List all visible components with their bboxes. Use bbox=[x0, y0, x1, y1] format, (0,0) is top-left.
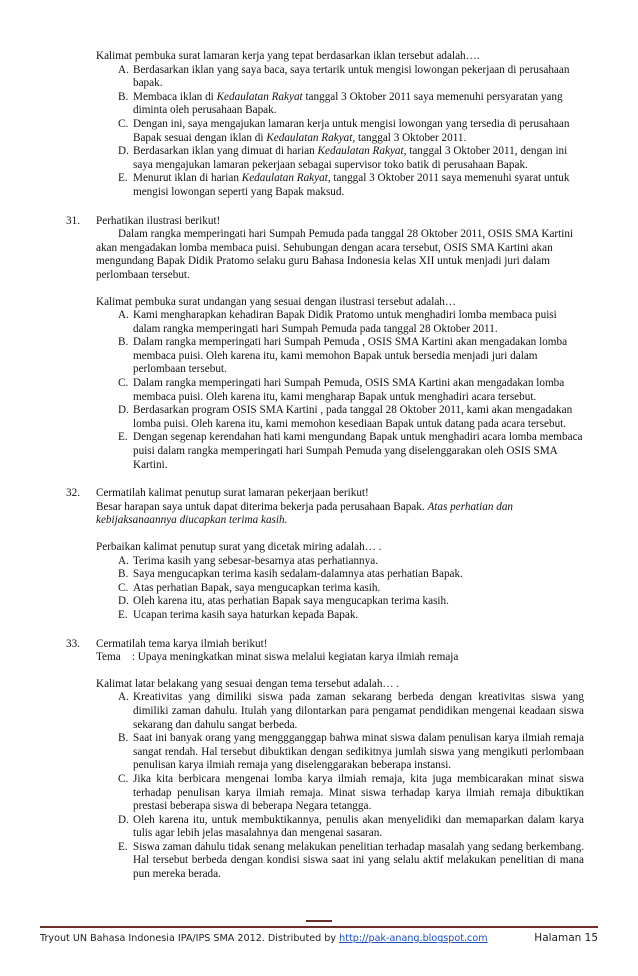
page-footer bbox=[40, 926, 598, 946]
passage-text bbox=[96, 501, 584, 528]
option-letter: B. bbox=[118, 336, 129, 349]
option-letter: B. bbox=[118, 568, 129, 581]
option-text: Oleh karena itu, atas perhatian Bapak saya mengucapkan terima kasih. bbox=[133, 595, 449, 608]
theme-label: Tema bbox=[96, 651, 121, 664]
illustration-text: Dalam rangka memperingati hari Sumpah Pemuda pada tanggal 28 Oktober 2011, OSIS SMA Kartini akan mengadakan lomba membaca puisi. Sehubungan dengan acara tersebut, OSIS SMA Kartini akan mengundang Bapak Didik Pratomo selaku guru Bahasa Indonesia kelas XII untuk menjadi juri dalam perlombaan tersebut. bbox=[96, 228, 574, 281]
question-number: 31. bbox=[66, 214, 80, 227]
text-segment: , tanggal 3 Oktober 2011. bbox=[352, 131, 467, 144]
options-list bbox=[118, 555, 584, 623]
option-letter: E. bbox=[118, 172, 128, 185]
question-prompt: Kalimat pembuka surat undangan yang sesuai dengan ilustrasi tersebut adalah… bbox=[96, 295, 457, 308]
option-c bbox=[118, 582, 584, 596]
page-number: Halaman 15 bbox=[534, 932, 598, 944]
text-segment: , tanggal 3 Oktober 2011 saya memenuhi syarat untuk mengisi lowongan seperti yang Bapak maksud. bbox=[133, 172, 570, 198]
option-text: Ucapan terima kasih saya haturkan kepada Bapak. bbox=[133, 608, 359, 621]
option-d bbox=[118, 595, 584, 609]
option-b bbox=[118, 91, 584, 118]
question-title: Cermatilah kalimat penutup surat lamaran pekerjaan berikut! bbox=[96, 487, 369, 500]
question-body bbox=[96, 215, 584, 473]
option-letter: D. bbox=[118, 145, 129, 158]
page-content bbox=[66, 50, 584, 882]
italic-segment: Kedaulatan Rakyat bbox=[266, 131, 353, 144]
question-32 bbox=[66, 487, 584, 622]
question-number: 33. bbox=[66, 637, 80, 650]
option-text: Terima kasih yang sebesar-besarnya atas perhatiannya. bbox=[133, 554, 379, 567]
option-e bbox=[118, 609, 584, 623]
text-segment: , tanggal 3 Oktober 2011, dengan ini saya mengajukan lamaran pekerjaan sebagai supervisor toko batik di perusahaan Bapak. bbox=[133, 145, 568, 171]
option-text: Kreativitas yang dimiliki siswa pada zaman sekarang berbeda dengan kreativitas siswa yang dimiliki zaman dahulu. Itulah yang dilontarkan para pengamat pendidikan mengenai keadaan siswa sekarang dan dahulu sangat berbeda. bbox=[133, 691, 584, 731]
passage-italic: Atas perhatian dan kebijaksanaannya diucapkan terima kasih. bbox=[96, 500, 514, 527]
option-c bbox=[118, 773, 584, 814]
text-segment: Berdasarkan iklan yang saya baca, saya tertarik untuk mengisi lowongan pekerjaan di perusahaan bapak. bbox=[133, 63, 570, 90]
options-list bbox=[118, 691, 584, 881]
option-text: Dalam rangka memperingati hari Sumpah Pemuda , OSIS SMA Kartini akan mengadakan lomba membaca puisi. Oleh karena itu, kami memohon Bapak untuk bersedia menjadi juri dalam perlombaan tersebut. bbox=[133, 336, 568, 376]
option-a bbox=[118, 555, 584, 569]
question-30-continuation bbox=[96, 50, 584, 200]
option-a bbox=[118, 309, 584, 336]
option-text bbox=[133, 145, 567, 171]
question-number: 32. bbox=[66, 487, 80, 500]
theme-text: : Upaya meningkatkan minat siswa melalui kegiatan karya ilmiah remaja bbox=[131, 651, 459, 664]
option-letter: A. bbox=[118, 554, 129, 567]
text-segment: tanggal 3 Oktober 2011 saya memenuhi persyaratan yang diminta oleh perusahaan Bapak. bbox=[133, 90, 563, 117]
option-d bbox=[118, 145, 584, 172]
question-prompt: Kalimat latar belakang yang sesuai dengan tema tersebut adalah… . bbox=[96, 677, 400, 690]
question-33 bbox=[66, 638, 584, 882]
option-letter: A. bbox=[118, 63, 129, 76]
option-b bbox=[118, 568, 584, 582]
options-list bbox=[118, 309, 584, 472]
option-letter: C. bbox=[118, 581, 129, 594]
option-text: Siswa zaman dahulu tidak senang melakukan penelitian terhadap masalah yang sedang berkembang. Hal tersebut berbeda dengan kondisi siswa saat ini yang selalu aktif melakukan penelitian di mana pun mereka berada. bbox=[133, 840, 584, 881]
footer-source bbox=[40, 932, 488, 946]
option-a bbox=[118, 691, 584, 732]
option-text bbox=[133, 172, 569, 198]
option-letter: A. bbox=[118, 691, 129, 704]
text-segment: Berdasarkan iklan yang dimuat di harian bbox=[133, 145, 318, 158]
passage-plain: Besar harapan saya untuk dapat diterima bekerja pada perusahaan Bapak. bbox=[96, 500, 428, 513]
option-text: Kami mengharapkan kehadiran Bapak Didik Pratomo untuk menghadiri lomba membaca puisi dalam rangka memperingati hari Sumpah Pemuda pada tanggal 28 Oktober 2011. bbox=[133, 309, 557, 335]
option-text bbox=[133, 64, 569, 90]
footer-link[interactable]: http://pak-anang.blogspot.com bbox=[339, 933, 488, 944]
option-e bbox=[118, 841, 584, 882]
italic-segment: Kedaulatan Rakyat bbox=[241, 172, 328, 185]
option-letter: D. bbox=[118, 813, 129, 826]
theme-line bbox=[96, 651, 584, 665]
question-title: Perhatikan ilustrasi berikut! bbox=[96, 214, 221, 227]
option-b bbox=[118, 732, 584, 773]
question-prompt: Kalimat pembuka surat lamaran kerja yang tepat berdasarkan iklan tersebut adalah…. bbox=[96, 50, 480, 62]
option-text: Dengan segenap kerendahan hati kami mengundang Bapak untuk menghadiri acara lomba membaca puisi dalam rangka memperingati hari Sumpah Pemuda yang diselenggarakan oleh OSIS SMA Kartini. bbox=[133, 431, 583, 471]
option-letter: C. bbox=[118, 772, 129, 785]
option-letter: C. bbox=[118, 117, 129, 130]
option-letter: D. bbox=[118, 404, 129, 417]
option-letter: E. bbox=[118, 431, 128, 444]
option-d bbox=[118, 404, 584, 431]
footer-divider-accent bbox=[306, 920, 332, 922]
option-text bbox=[133, 91, 563, 117]
option-letter: B. bbox=[118, 90, 129, 103]
options-list bbox=[118, 64, 584, 200]
option-letter: E. bbox=[118, 608, 128, 621]
footer-text: Tryout UN Bahasa Indonesia IPA/IPS SMA 2012. Distributed by bbox=[40, 933, 340, 944]
question-title: Cermatilah tema karya ilmiah berikut! bbox=[96, 637, 268, 650]
option-d bbox=[118, 814, 584, 841]
option-text: Jika kita berbicara mengenai lomba karya ilmiah remaja, kita juga membicarakan minat siswa terhadap penulisan karya ilmiah remaja. Minat siswa terhadap karya ilmiah remaja dibuktikan prestasi beberapa siswa di beberapa Negara tetangga. bbox=[133, 772, 584, 813]
option-text: Oleh karena itu, untuk membuktikannya, penulis akan menyelidiki dan memaparkan dalam karya tulis agar lebih jelas masalahnya dan mengenai sasaran. bbox=[133, 813, 584, 840]
option-letter: C. bbox=[118, 377, 129, 390]
option-text bbox=[133, 118, 569, 144]
option-text: Dalam rangka memperingati hari Sumpah Pemuda, OSIS SMA Kartini akan mengadakan lomba membaca puisi. Oleh karena itu, kami mengharap Bapak untuk menghadiri acara tersebut. bbox=[133, 377, 565, 403]
question-body bbox=[96, 638, 584, 882]
question-prompt: Perbaikan kalimat penutup surat yang dicetak miring adalah… . bbox=[96, 541, 382, 553]
option-c bbox=[118, 118, 584, 145]
text-segment: Dengan ini, saya mengajukan lamaran kerja untuk mengisi lowongan yang tersedia di perusahaan Bapak sesuai dengan iklan di bbox=[133, 117, 570, 144]
option-text: Saya mengucapkan terima kasih sedalam-dalamnya atas perhatian Bapak. bbox=[133, 568, 463, 581]
option-text: Atas perhatian Bapak, saya mengucapkan terima kasih. bbox=[133, 581, 381, 594]
option-e bbox=[118, 431, 584, 472]
italic-segment: Kedaulatan Rakyat bbox=[317, 145, 404, 158]
option-text: Berdasarkan program OSIS SMA Kartini , pada tanggal 28 Oktober 2011, kami akan mengadakan lomba puisi. Oleh karena itu, kami memohon kesediaan Bapak untuk datang pada acara tersebut. bbox=[133, 404, 573, 430]
option-letter: B. bbox=[118, 732, 129, 745]
italic-segment: Kedaulatan Rakyat bbox=[216, 90, 303, 103]
option-text: Saat ini banyak orang yang menggganggap bahwa minat siswa dalam penulisan karya ilmiah remaja sangat rendah. Hal tersebut dibuktikan dengan sedikitnya jumlah siswa yang mengikuti perlombaan penulisan karya ilmiah remaja yang diselenggarakan beberapa instansi. bbox=[133, 732, 584, 772]
text-segment: Membaca iklan di bbox=[133, 90, 217, 103]
option-b bbox=[118, 336, 584, 377]
option-c bbox=[118, 377, 584, 404]
option-e bbox=[118, 172, 584, 199]
option-a bbox=[118, 64, 584, 91]
text-segment: Menurut iklan di harian bbox=[133, 172, 242, 185]
question-31 bbox=[66, 215, 584, 473]
option-letter: E. bbox=[118, 840, 128, 853]
option-letter: D. bbox=[118, 595, 129, 608]
question-body bbox=[96, 487, 584, 622]
option-letter: A. bbox=[118, 309, 129, 322]
